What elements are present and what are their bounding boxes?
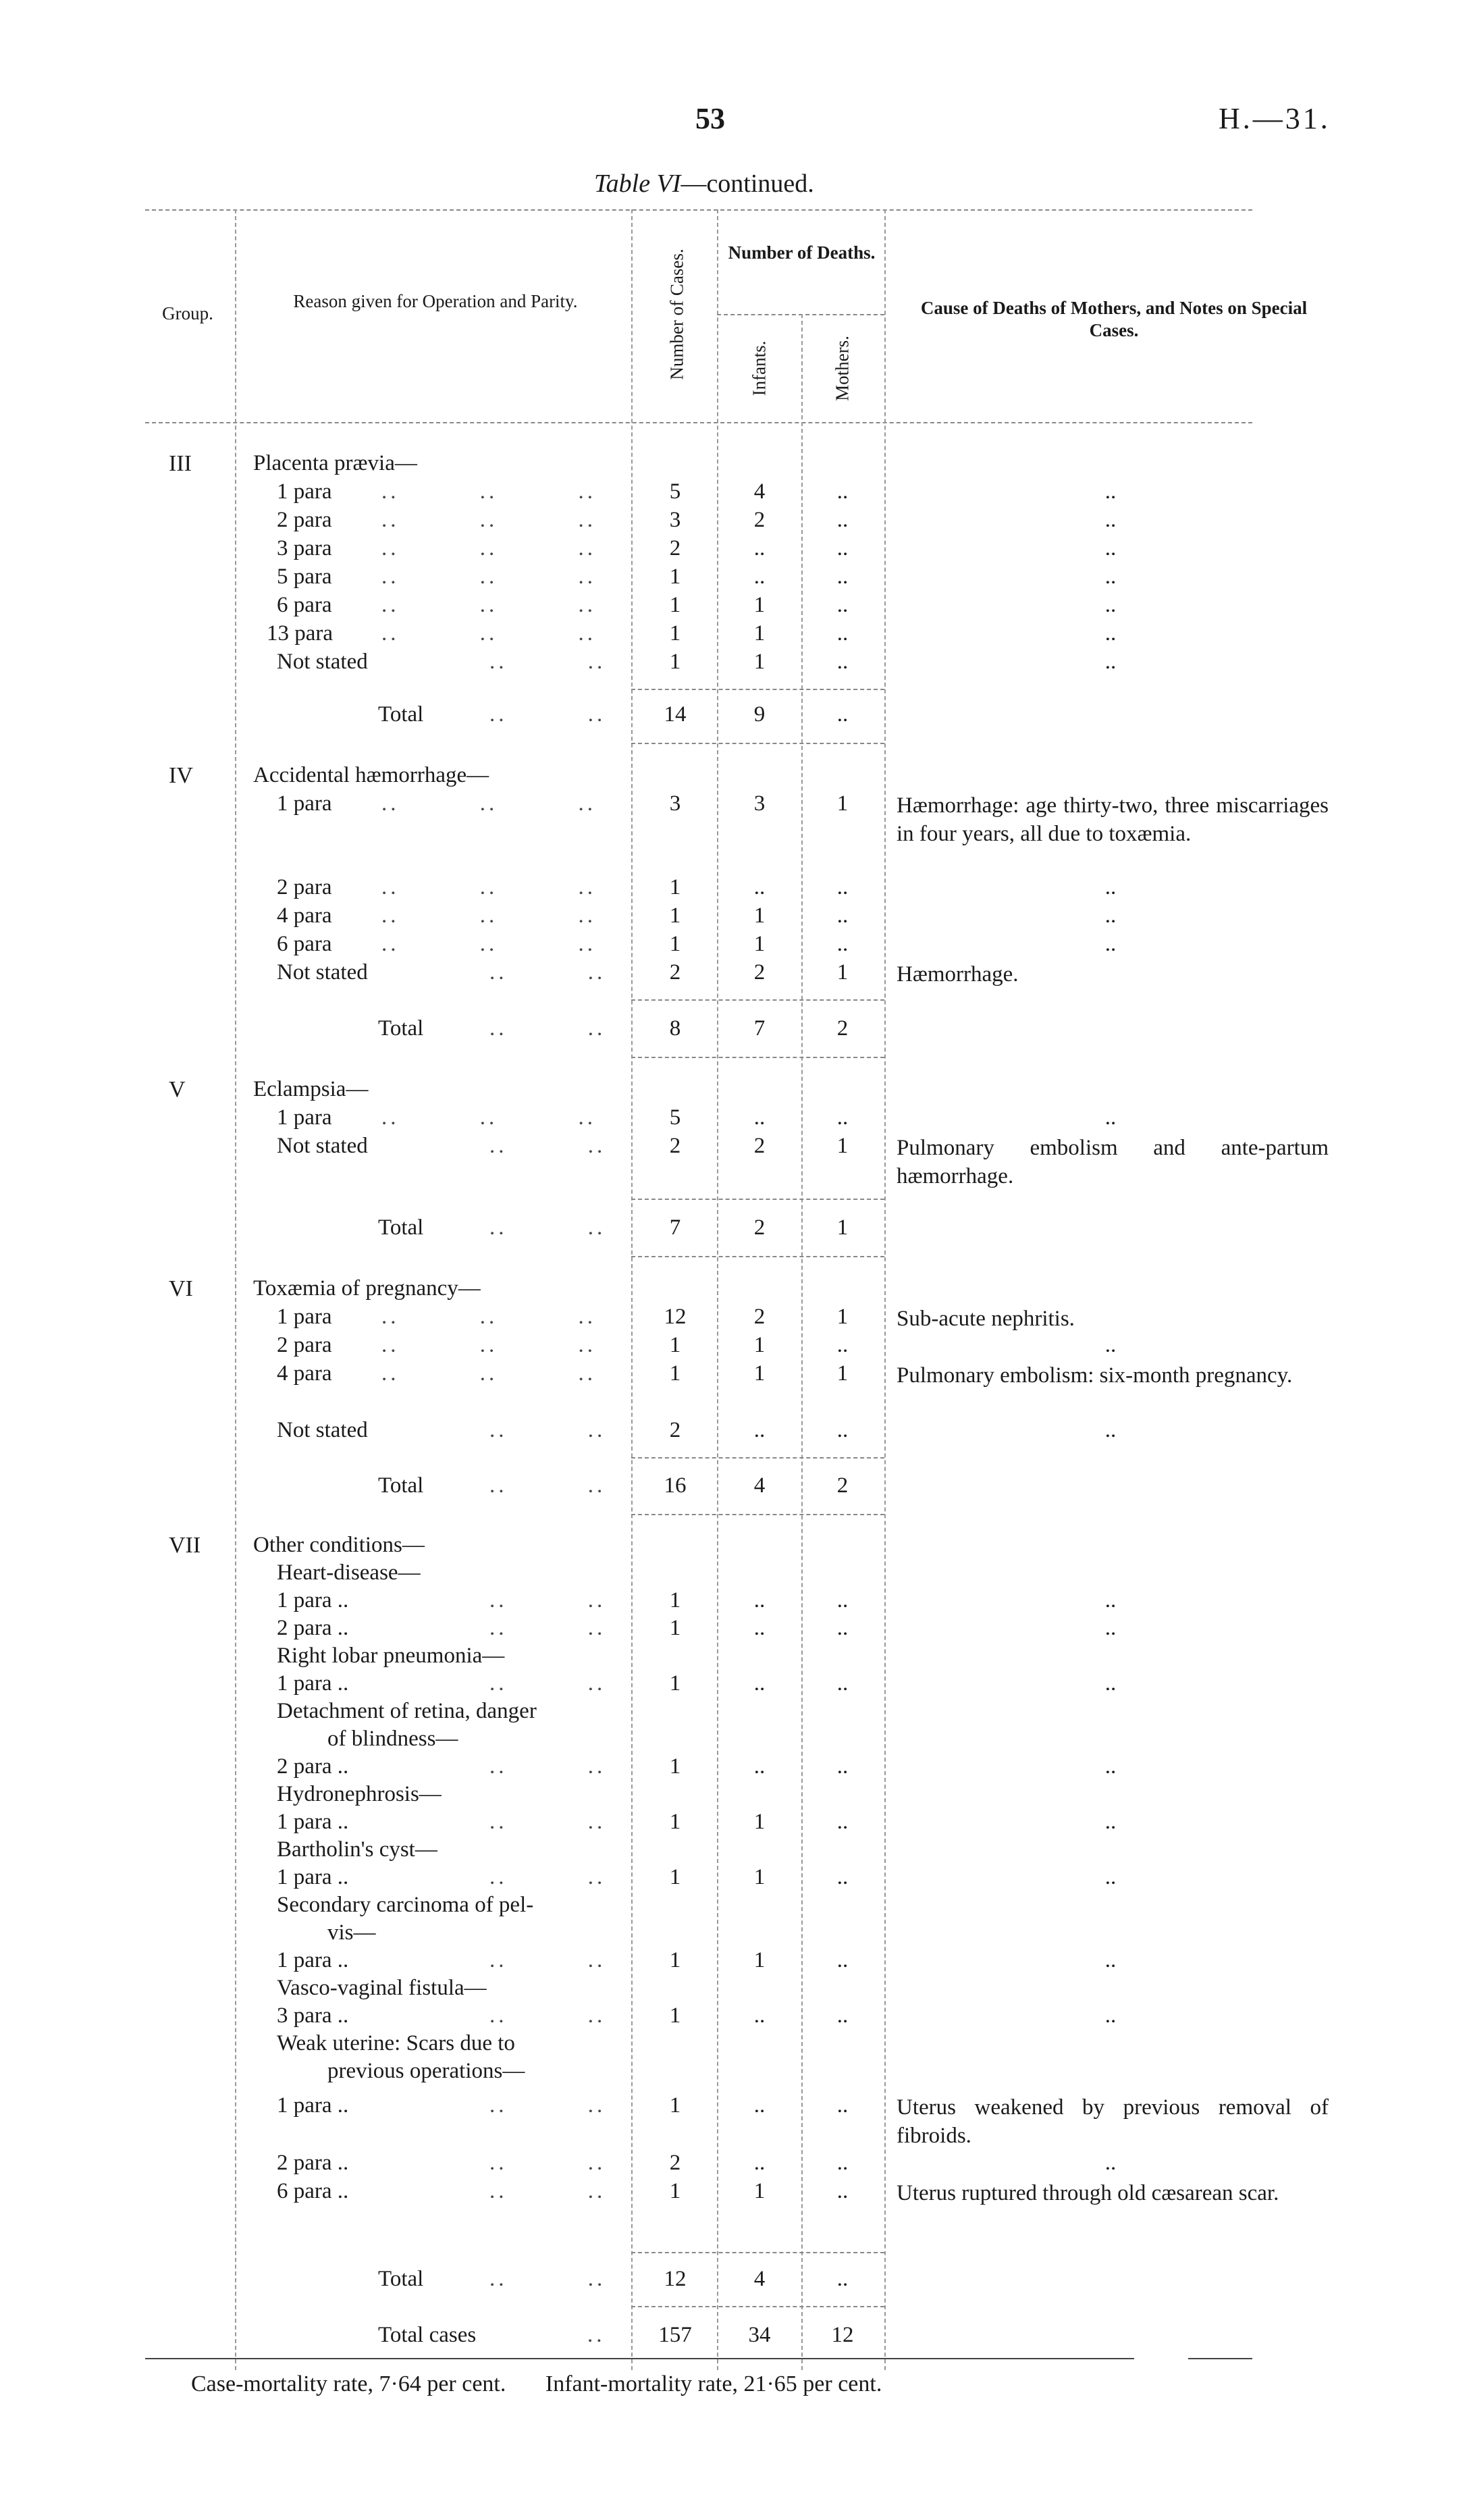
row-label: 3 para ..	[277, 2003, 349, 2028]
mothers-cell: ..	[836, 1671, 849, 1696]
infants-cell: 1	[753, 2179, 766, 2203]
row-label: 2 para ..	[277, 1616, 349, 1640]
leader-dots: .. ..	[489, 2151, 606, 2175]
row-label: Not stated	[277, 1418, 368, 1442]
infants-cell: 2	[753, 1305, 766, 1329]
total-cases: 14	[664, 702, 687, 727]
leader-dots: .. ..	[489, 1671, 606, 1696]
mothers-cell: ..	[836, 1105, 849, 1130]
cases-cell: 3	[669, 791, 681, 816]
row-label: 1 para ..	[277, 1865, 349, 1889]
infants-cell: 1	[753, 621, 766, 646]
cause-cell: ..	[1104, 479, 1117, 504]
infants-cell: 2	[753, 1134, 766, 1158]
mothers-cell: ..	[836, 2093, 849, 2118]
infants-cell: ..	[753, 536, 766, 560]
cases-cell: 12	[664, 1305, 687, 1329]
total-mothers: ..	[836, 2267, 849, 2291]
group-vii-label: VII	[169, 1533, 201, 1558]
subgroup-fistula: Vasco-vaginal fistula—	[277, 1976, 487, 2000]
cause-note: Sub-acute nephritis.	[897, 1307, 1075, 1331]
cases-cell: 1	[669, 932, 681, 956]
cause-cell: ..	[1104, 2003, 1117, 2028]
mothers-cell: ..	[836, 1418, 849, 1442]
leader-dots: .. ..	[489, 2179, 606, 2203]
leader-dots: .. ..	[489, 1016, 606, 1041]
subgroup-heart-disease: Heart-disease—	[277, 1560, 421, 1585]
cases-cell: 1	[669, 903, 681, 928]
infants-cell: ..	[753, 1588, 766, 1612]
total-rule	[631, 1514, 884, 1515]
total-label: Total	[378, 2267, 424, 2291]
total-label: Total	[378, 1215, 424, 1240]
row-label: 6 para	[277, 932, 332, 956]
leader-dots: .. .. ..	[381, 593, 596, 617]
case-mortality-rate: Case-mortality rate, 7·64 per cent.	[191, 2371, 506, 2396]
leader-dots: .. .. ..	[381, 621, 596, 646]
infants-cell: 1	[753, 1810, 766, 1834]
infants-cell: ..	[753, 1418, 766, 1442]
cause-cell: ..	[1104, 1948, 1117, 1972]
cause-cell: ..	[1104, 621, 1117, 646]
cases-cell: 1	[669, 565, 681, 589]
header-top-rule	[145, 209, 1252, 211]
total-cases: 8	[669, 1016, 681, 1041]
infants-cell: 1	[753, 1865, 766, 1889]
subtotal-rule	[631, 1199, 884, 1200]
cause-cell: ..	[1104, 1333, 1117, 1357]
leader-dots: .. ..	[489, 1616, 606, 1640]
table-title-rest: —continued.	[681, 169, 814, 198]
infants-cell: 3	[753, 791, 766, 816]
infants-cell: 1	[753, 1333, 766, 1357]
mothers-cell: ..	[836, 565, 849, 589]
total-infants: 4	[753, 1473, 766, 1498]
row-label: 1 para ..	[277, 1810, 349, 1834]
cases-cell: 1	[669, 1671, 681, 1696]
leader-dots: .. ..	[489, 1948, 606, 1972]
cause-note: Pulmonary embolism: six-month pregnancy.	[897, 1363, 1293, 1388]
subgroup-weak-uterine: Weak uterine: Scars due to	[277, 2031, 515, 2055]
cases-cell: 1	[669, 1865, 681, 1889]
row-label: Not stated	[277, 650, 368, 674]
leader-dots: .. ..	[489, 1134, 606, 1158]
mothers-cell: ..	[836, 593, 849, 617]
infants-cell: ..	[753, 2003, 766, 2028]
row-label: 5 para	[277, 565, 332, 589]
cause-cell: ..	[1104, 2151, 1117, 2175]
grand-total-cases: 157	[658, 2323, 692, 2347]
infants-cell: 1	[753, 650, 766, 674]
leader-dots: ..	[587, 2323, 606, 2347]
grand-total-mothers: 12	[831, 2323, 854, 2347]
mothers-cell: 1	[836, 1134, 849, 1158]
subgroup-retina-cont: of blindness—	[327, 1727, 458, 1751]
leader-dots: .. ..	[489, 1473, 606, 1498]
total-mothers: 1	[836, 1215, 849, 1240]
infants-column-rule	[801, 314, 803, 2370]
leader-dots: .. ..	[489, 960, 606, 985]
group-vi-title: Toxæmia of pregnancy—	[253, 1276, 481, 1301]
subtotal-rule	[631, 2252, 884, 2253]
cases-cell: 1	[669, 1361, 681, 1386]
mothers-cell: ..	[836, 1948, 849, 1972]
cases-cell: 1	[669, 1948, 681, 1972]
cause-cell: ..	[1104, 1865, 1117, 1889]
cause-cell: ..	[1104, 508, 1117, 532]
header-number-of-cases: Number of Cases.	[666, 248, 687, 380]
cause-note: Uterus ruptured through old cæsarean scar.	[897, 2181, 1279, 2205]
infants-cell: 2	[753, 960, 766, 985]
cause-note: Hæmorrhage: age thirty-two, three miscarriages in four years, all due to toxæmia.	[897, 793, 1329, 846]
leader-dots: .. .. ..	[381, 1105, 596, 1130]
leader-dots: .. .. ..	[381, 1361, 596, 1386]
infants-cell: 1	[753, 593, 766, 617]
infant-mortality-rate: Infant-mortality rate, 21·65 per cent.	[545, 2371, 882, 2396]
leader-dots: .. .. ..	[381, 536, 596, 560]
leader-dots: .. ..	[489, 2003, 606, 2028]
cases-cell: 1	[669, 650, 681, 674]
group-v-label: V	[169, 1077, 186, 1102]
mothers-cell: ..	[836, 536, 849, 560]
mothers-cell: 1	[836, 1305, 849, 1329]
header-bottom-rule	[145, 422, 1252, 423]
grand-total-infants: 34	[748, 2323, 771, 2347]
infants-cell: 1	[753, 1948, 766, 1972]
group-v-title: Eclampsia—	[253, 1077, 369, 1101]
cause-cell: ..	[1104, 932, 1117, 956]
leader-dots: .. .. ..	[381, 479, 596, 504]
cases-cell: 3	[669, 508, 681, 532]
total-label: Total	[378, 1016, 424, 1041]
cases-cell: 1	[669, 621, 681, 646]
mothers-cell: ..	[836, 650, 849, 674]
table-title-italic: Table VI	[594, 169, 681, 198]
cases-cell: 1	[669, 1333, 681, 1357]
cases-cell: 1	[669, 875, 681, 899]
infants-cell: ..	[753, 1616, 766, 1640]
row-label: 3 para	[277, 536, 332, 560]
mothers-cell: ..	[836, 2003, 849, 2028]
mothers-cell: ..	[836, 621, 849, 646]
cause-cell: ..	[1104, 1418, 1117, 1442]
infants-cell: ..	[753, 1105, 766, 1130]
subgroup-retina: Detachment of retina, danger	[277, 1699, 537, 1723]
leader-dots: .. .. ..	[381, 1305, 596, 1329]
mothers-cell: ..	[836, 1616, 849, 1640]
header-infants: Infants.	[749, 340, 770, 396]
leader-dots: .. .. ..	[381, 903, 596, 928]
total-infants: 2	[753, 1215, 766, 1240]
row-label: 2 para	[277, 508, 332, 532]
leader-dots: .. ..	[489, 1418, 606, 1442]
infants-cell: 1	[753, 932, 766, 956]
cause-cell: ..	[1104, 650, 1117, 674]
mothers-cell: ..	[836, 2151, 849, 2175]
mothers-cell: ..	[836, 1810, 849, 1834]
cases-cell: 5	[669, 479, 681, 504]
leader-dots: .. ..	[489, 702, 606, 727]
group-iii-label: III	[169, 451, 192, 476]
total-label: Total	[378, 702, 424, 727]
infants-cell: ..	[753, 2151, 766, 2175]
leader-dots: .. ..	[489, 650, 606, 674]
mothers-cell: ..	[836, 1754, 849, 1779]
infants-cell: 4	[753, 479, 766, 504]
leader-dots: .. ..	[489, 1810, 606, 1834]
infants-cell: ..	[753, 565, 766, 589]
cause-note: Uterus weakened by previous removal of fibroids.	[897, 2095, 1329, 2148]
infants-cell: 1	[753, 903, 766, 928]
leader-dots: .. .. ..	[381, 791, 596, 816]
cause-cell: ..	[1104, 536, 1117, 560]
leader-dots: .. ..	[489, 2093, 606, 2118]
leader-dots: .. .. ..	[381, 932, 596, 956]
mothers-cell: ..	[836, 2179, 849, 2203]
footer-rates	[191, 2371, 915, 2397]
total-rule	[631, 743, 884, 744]
row-label: 2 para	[277, 875, 332, 899]
row-label: 2 para	[277, 1333, 332, 1357]
row-label: 1 para	[277, 1305, 332, 1329]
group-vii-title: Other conditions—	[253, 1533, 425, 1557]
total-rule	[631, 1057, 884, 1058]
cause-cell: ..	[1104, 875, 1117, 899]
leader-dots: .. .. ..	[381, 508, 596, 532]
group-column-rule	[235, 209, 236, 2370]
cases-cell: 1	[669, 1616, 681, 1640]
cause-note: Hæmorrhage.	[897, 962, 1019, 987]
mothers-cell: ..	[836, 1865, 849, 1889]
table-bottom-rule-end	[1188, 2358, 1252, 2359]
group-iv-title: Accidental hæmorrhage—	[253, 763, 489, 787]
cases-cell: 1	[669, 1754, 681, 1779]
cause-cell: ..	[1104, 1754, 1117, 1779]
cause-cell: ..	[1104, 1105, 1117, 1130]
subtotal-rule	[631, 999, 884, 1001]
subgroup-hydronephrosis: Hydronephrosis—	[277, 1782, 442, 1806]
cases-cell: 1	[669, 593, 681, 617]
total-cases: 12	[664, 2267, 687, 2291]
total-rule	[631, 2306, 884, 2307]
total-mothers: 2	[836, 1473, 849, 1498]
leader-dots: .. .. ..	[381, 1333, 596, 1357]
mothers-cell: 1	[836, 960, 849, 985]
leader-dots: .. ..	[489, 1588, 606, 1612]
cases-cell: 2	[669, 536, 681, 560]
subgroup-pneumonia: Right lobar pneumonia—	[277, 1644, 505, 1668]
mothers-cell: ..	[836, 508, 849, 532]
total-cases: 7	[669, 1215, 681, 1240]
cases-cell: 5	[669, 1105, 681, 1130]
header-group: Group.	[162, 303, 213, 323]
mothers-cell: 1	[836, 791, 849, 816]
header-reason: Reason given for Operation and Parity.	[293, 291, 578, 311]
cause-cell: ..	[1104, 903, 1117, 928]
row-label: 2 para ..	[277, 1754, 349, 1779]
cause-cell: ..	[1104, 593, 1117, 617]
mothers-cell: ..	[836, 1588, 849, 1612]
cause-note: Pulmonary embolism and ante-partum hæmorrhage.	[897, 1136, 1329, 1188]
cases-cell: 2	[669, 1418, 681, 1442]
row-label: 1 para	[277, 791, 332, 816]
row-label: 1 para ..	[277, 1671, 349, 1696]
row-label: 1 para ..	[277, 1588, 349, 1612]
subgroup-weak-uterine-cont: previous operations—	[327, 2059, 525, 2083]
row-label: 4 para	[277, 1361, 332, 1386]
cause-cell: ..	[1104, 1588, 1117, 1612]
infants-cell: 2	[753, 508, 766, 532]
mothers-cell: 1	[836, 1361, 849, 1386]
header-mothers: Mothers.	[832, 336, 853, 401]
row-label: 6 para ..	[277, 2179, 349, 2203]
total-infants: 9	[753, 702, 766, 727]
row-label: Not stated	[277, 960, 368, 985]
cases-column-rule	[717, 209, 718, 2370]
row-label: 4 para	[277, 903, 332, 928]
subtotal-rule	[631, 689, 884, 690]
deaths-sub-rule	[717, 314, 884, 315]
infants-cell: ..	[753, 875, 766, 899]
document-reference: H.—31.	[1219, 102, 1331, 135]
mothers-cell: ..	[836, 1333, 849, 1357]
row-label: 1 para	[277, 1105, 332, 1130]
cause-cell: ..	[1104, 1671, 1117, 1696]
cases-cell: 1	[669, 1810, 681, 1834]
table-title	[594, 169, 814, 199]
reason-column-rule	[631, 209, 633, 2370]
infants-cell: ..	[753, 1754, 766, 1779]
row-label: 6 para	[277, 593, 332, 617]
subgroup-bartholins-cyst: Bartholin's cyst—	[277, 1837, 437, 1862]
page-number: 53	[695, 102, 725, 135]
leader-dots: .. ..	[489, 1865, 606, 1889]
cases-cell: 1	[669, 2003, 681, 2028]
total-mothers: 2	[836, 1016, 849, 1041]
infants-cell: ..	[753, 1671, 766, 1696]
row-label: 1 para	[277, 479, 332, 504]
mothers-cell: ..	[836, 932, 849, 956]
total-rule	[631, 1256, 884, 1257]
leader-dots: .. ..	[489, 1754, 606, 1779]
table-bottom-rule	[145, 2358, 1134, 2359]
header-number-of-deaths: Number of Deaths.	[728, 242, 876, 263]
group-vi-label: VI	[169, 1276, 193, 1301]
leader-dots: .. ..	[489, 1215, 606, 1240]
mothers-cell: ..	[836, 875, 849, 899]
leader-dots: .. ..	[489, 2267, 606, 2291]
infants-cell: ..	[753, 2093, 766, 2118]
subtotal-rule	[631, 1457, 884, 1459]
subgroup-carcinoma-cont: vis—	[327, 1920, 376, 1945]
header-cause-of-deaths: Cause of Deaths of Mothers, and Notes on Special Cases.	[920, 298, 1308, 340]
leader-dots: .. .. ..	[381, 875, 596, 899]
cases-cell: 1	[669, 1588, 681, 1612]
cases-cell: 1	[669, 2179, 681, 2203]
group-iii-title: Placenta prævia—	[253, 451, 417, 475]
group-iv-label: IV	[169, 763, 193, 788]
cases-cell: 1	[669, 2093, 681, 2118]
mothers-column-rule	[884, 209, 886, 2370]
total-infants: 7	[753, 1016, 766, 1041]
subgroup-carcinoma: Secondary carcinoma of pel-	[277, 1893, 534, 1917]
cause-cell: ..	[1104, 565, 1117, 589]
row-label: 1 para ..	[277, 2093, 349, 2118]
total-mothers: ..	[836, 702, 849, 727]
row-label: 1 para ..	[277, 1948, 349, 1972]
infants-cell: 1	[753, 1361, 766, 1386]
total-label: Total	[378, 1473, 424, 1498]
leader-dots: .. .. ..	[381, 565, 596, 589]
cases-cell: 2	[669, 1134, 681, 1158]
mothers-cell: ..	[836, 903, 849, 928]
cases-cell: 2	[669, 2151, 681, 2175]
total-cases: 16	[664, 1473, 687, 1498]
total-infants: 4	[753, 2267, 766, 2291]
row-label: 13 para	[267, 621, 334, 646]
mothers-cell: ..	[836, 479, 849, 504]
cause-cell: ..	[1104, 1616, 1117, 1640]
cases-cell: 2	[669, 960, 681, 985]
grand-total-label: Total cases	[378, 2323, 477, 2347]
cause-cell: ..	[1104, 1810, 1117, 1834]
row-label: Not stated	[277, 1134, 368, 1158]
row-label: 2 para ..	[277, 2151, 349, 2175]
